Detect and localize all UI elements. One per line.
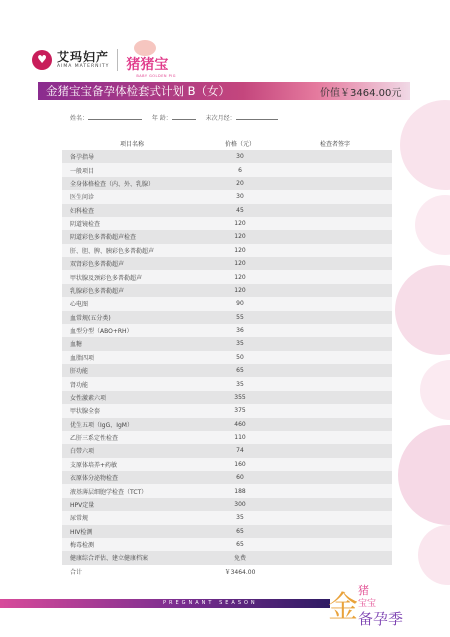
item-signature[interactable] (278, 163, 392, 176)
item-signature[interactable] (278, 297, 392, 310)
item-price: 90 (202, 297, 278, 310)
item-price: 120 (202, 284, 278, 297)
item-price: 160 (202, 458, 278, 471)
item-name: 血型分型（ABO+RH） (62, 324, 202, 337)
item-signature[interactable] (278, 244, 392, 257)
item-name: 衣原体分泌物检查 (62, 471, 202, 484)
name-field[interactable] (88, 113, 142, 120)
item-signature[interactable] (278, 391, 392, 404)
item-signature[interactable] (278, 230, 392, 243)
item-price: 65 (202, 364, 278, 377)
item-name: 甲状腺全套 (62, 404, 202, 417)
table-row (62, 525, 392, 538)
name-label: 姓名： (70, 115, 89, 122)
item-signature[interactable] (278, 551, 392, 564)
table-row (62, 431, 392, 444)
decor-circle (398, 425, 450, 525)
item-name: 双肾彩色多普勒超声 (62, 257, 202, 270)
item-signature[interactable] (278, 150, 392, 163)
mascot-text: 猪猪宝 (126, 57, 169, 73)
item-name: HIV检测 (62, 525, 202, 538)
item-price: 20 (202, 177, 278, 190)
total-price: ￥3464.00 (224, 568, 256, 576)
exam-table (62, 137, 392, 578)
table-row (62, 270, 392, 283)
decor-circle (420, 360, 450, 420)
total-signature (278, 565, 392, 578)
item-name: HPV定量 (62, 498, 202, 511)
item-name: 血常规(五分类) (62, 311, 202, 324)
item-signature[interactable] (278, 324, 392, 337)
item-name: 优生五项（IgG、IgM） (62, 418, 202, 431)
item-name: 液基薄层细胞学检查（TCT） (62, 484, 202, 497)
table-row (62, 190, 392, 203)
item-price: 188 (202, 484, 278, 497)
title-bar (38, 82, 410, 100)
lmp-field[interactable] (236, 113, 278, 120)
table-row (62, 163, 392, 176)
item-price: 65 (202, 538, 278, 551)
decor-circle (415, 195, 450, 255)
item-signature[interactable] (278, 270, 392, 283)
item-signature[interactable] (278, 498, 392, 511)
item-name: 尿常规 (62, 511, 202, 524)
age-field[interactable] (172, 113, 196, 120)
logo-divider (117, 49, 118, 71)
item-name: 妇科检查 (62, 204, 202, 217)
lmp-label: 末次月经： (205, 115, 236, 122)
item-signature[interactable] (278, 217, 392, 230)
item-signature[interactable] (278, 257, 392, 270)
item-name: 肾功能 (62, 377, 202, 390)
item-name: 肝功能 (62, 364, 202, 377)
table-row (62, 311, 392, 324)
item-signature[interactable] (278, 204, 392, 217)
brand-name (57, 51, 109, 70)
item-price: 30 (202, 150, 278, 163)
item-signature[interactable] (278, 377, 392, 390)
table-row (62, 244, 392, 257)
table-row (62, 351, 392, 364)
item-signature[interactable] (278, 444, 392, 457)
table-row (62, 458, 392, 471)
brand-line-3: 备孕季 (358, 610, 404, 628)
table-row (62, 418, 392, 431)
item-signature[interactable] (278, 364, 392, 377)
item-price: 60 (202, 471, 278, 484)
item-price: 6 (202, 163, 278, 176)
item-price: 460 (202, 418, 278, 431)
table-row (62, 324, 392, 337)
item-name: 一般项目 (62, 163, 202, 176)
item-price: 120 (202, 244, 278, 257)
item-price: 74 (202, 444, 278, 457)
brand-name-cn: 艾玛妇产 (57, 49, 110, 64)
item-signature[interactable] (278, 484, 392, 497)
item-price: 300 (202, 498, 278, 511)
package-price: 价值￥3464.00元 (320, 88, 402, 99)
item-name: 乳腺彩色多普勒超声 (62, 284, 202, 297)
item-signature[interactable] (278, 404, 392, 417)
table-row (62, 257, 392, 270)
page-title: 金猪宝宝备孕体检套式计划 B（女） (46, 84, 231, 98)
item-price: 35 (202, 337, 278, 350)
item-name: 甲状腺及颈彩色多普勒超声 (62, 270, 202, 283)
header-logo (32, 40, 182, 80)
item-name: 乙肝三系定性检查 (62, 431, 202, 444)
pregnant-season-logo (328, 580, 438, 632)
item-price: 45 (202, 204, 278, 217)
item-name: 健康综合评估、建立健康档案 (62, 551, 202, 564)
item-signature[interactable] (278, 190, 392, 203)
table-row (62, 498, 392, 511)
footer-bar (0, 599, 330, 608)
brand-line-2: 宝宝 (358, 599, 377, 609)
item-price: 120 (202, 270, 278, 283)
age-label: 年 龄： (151, 115, 172, 122)
item-price: 355 (202, 391, 278, 404)
item-price: 35 (202, 511, 278, 524)
item-signature[interactable] (278, 177, 392, 190)
item-name: 支原体培养+药敏 (62, 458, 202, 471)
item-price: 50 (202, 351, 278, 364)
item-name: 血脂四项 (62, 351, 202, 364)
table-row (62, 217, 392, 230)
table-row (62, 337, 392, 350)
decor-circle (395, 265, 450, 355)
item-signature[interactable] (278, 431, 392, 444)
item-price: 120 (202, 230, 278, 243)
item-price: 65 (202, 525, 278, 538)
aima-logo-icon: ♥ (32, 50, 52, 70)
table-row (62, 297, 392, 310)
item-signature[interactable] (278, 418, 392, 431)
table-row (62, 284, 392, 297)
item-signature[interactable] (278, 337, 392, 350)
brand-line-1: 猪 (358, 584, 369, 597)
decor-circle (418, 525, 450, 585)
item-name: 女性激素六项 (62, 391, 202, 404)
table-row (62, 511, 392, 524)
item-name: 医生问诊 (62, 190, 202, 203)
item-name: 血糖 (62, 337, 202, 350)
total-label: 合计 (70, 568, 83, 576)
table-row (62, 177, 392, 190)
table-row (62, 377, 392, 390)
item-price: 375 (202, 404, 278, 417)
mascot-subtext: BABY GOLDEN PIG (136, 74, 176, 78)
table-header (62, 137, 392, 150)
table-row (62, 150, 392, 163)
table-row (62, 404, 392, 417)
brand-gold-char: 金 (328, 590, 358, 625)
table-row (62, 391, 392, 404)
item-signature[interactable] (278, 458, 392, 471)
item-price: 55 (202, 311, 278, 324)
patient-info (70, 113, 278, 122)
item-signature[interactable] (278, 471, 392, 484)
item-name: 肝、胆、脾、胰彩色多普勒超声 (62, 244, 202, 257)
item-price: 免费 (202, 551, 278, 564)
item-price: 120 (202, 257, 278, 270)
table-row (62, 538, 392, 551)
item-signature[interactable] (278, 511, 392, 524)
header-item: 项目名称 (119, 141, 144, 148)
item-signature[interactable] (278, 538, 392, 551)
table-row (62, 444, 392, 457)
brand-name-en: AIMA MATERNITY (57, 63, 110, 69)
item-name: 备孕指导 (62, 150, 202, 163)
item-price: 36 (202, 324, 278, 337)
footer-text: PREGNANT SEASON (163, 600, 258, 606)
item-name: 心电图 (62, 297, 202, 310)
table-row (62, 204, 392, 217)
table-row (62, 471, 392, 484)
total-row (62, 565, 392, 578)
item-signature[interactable] (278, 311, 392, 324)
decor-circle (400, 100, 450, 190)
header-price: 价格（元） (224, 141, 255, 148)
item-price: 35 (202, 377, 278, 390)
item-price: 30 (202, 190, 278, 203)
pig-mascot-logo (126, 40, 182, 80)
item-signature[interactable] (278, 284, 392, 297)
exam-rows (62, 150, 392, 578)
item-signature[interactable] (278, 525, 392, 538)
item-price: 110 (202, 431, 278, 444)
item-name: 白带六项 (62, 444, 202, 457)
item-name: 梅毒检测 (62, 538, 202, 551)
table-row (62, 551, 392, 564)
header-signature: 检查者签字 (319, 141, 350, 148)
table-row (62, 364, 392, 377)
item-name: 阴道彩色多普勒超声检查 (62, 230, 202, 243)
item-name: 阴道镜检查 (62, 217, 202, 230)
table-row (62, 230, 392, 243)
item-signature[interactable] (278, 351, 392, 364)
item-price: 120 (202, 217, 278, 230)
item-name: 全身体格检查（内、外、乳腺） (62, 177, 202, 190)
table-row (62, 484, 392, 497)
